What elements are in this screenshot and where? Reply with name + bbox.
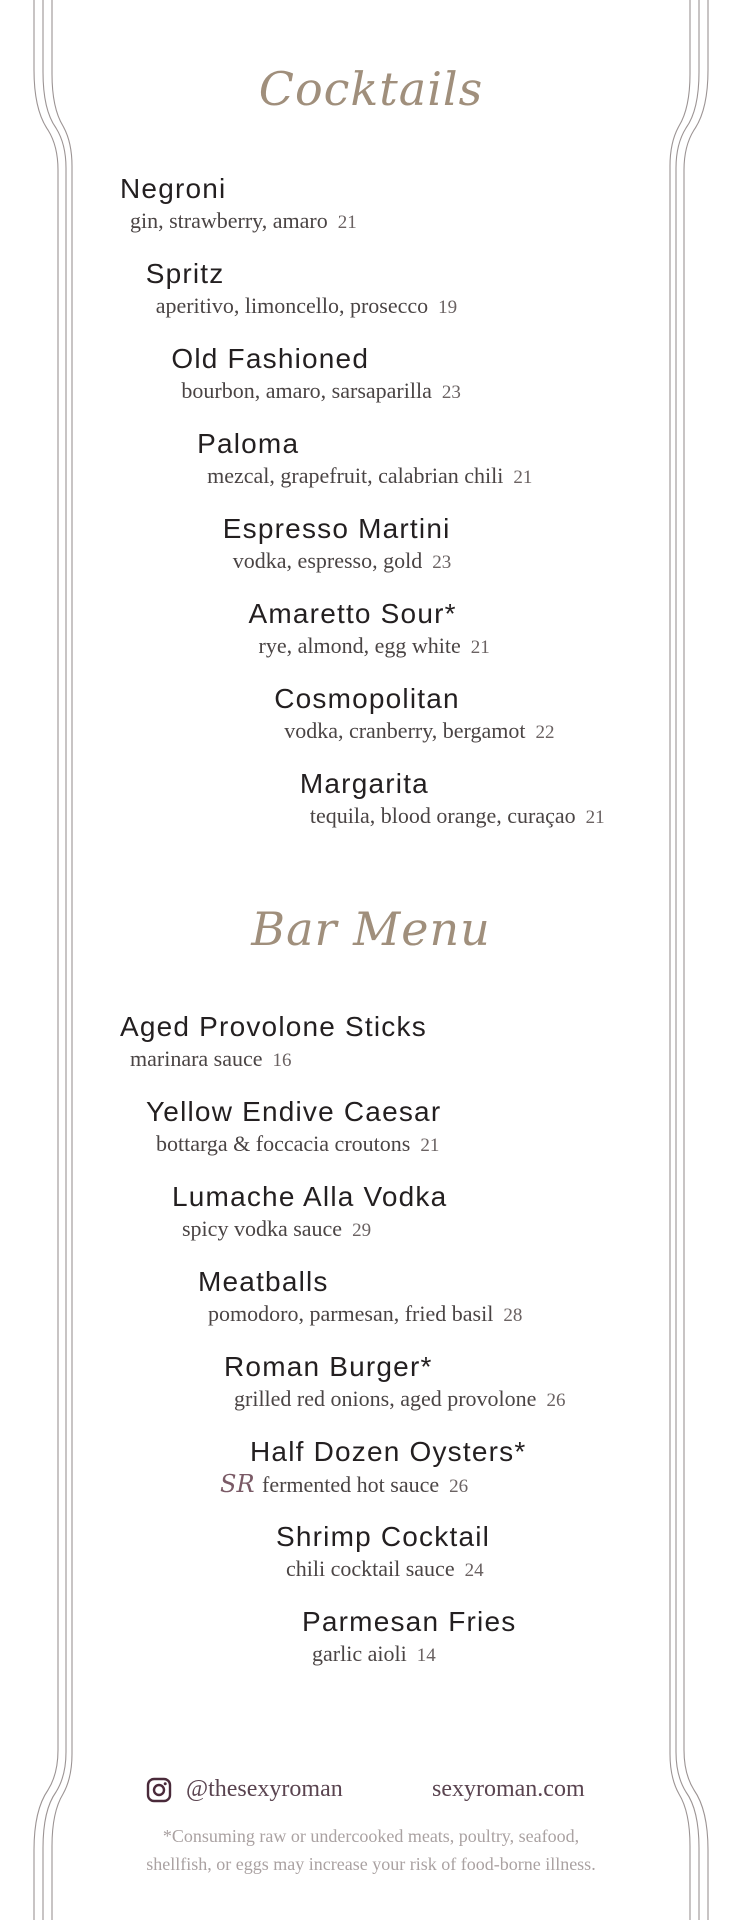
item-name: Margarita bbox=[299, 768, 429, 799]
bar-menu-item bbox=[198, 1265, 522, 1331]
item-price: 21 bbox=[513, 467, 533, 488]
item-description-row bbox=[156, 291, 457, 323]
item-price: 23 bbox=[441, 382, 461, 403]
bar-menu-item bbox=[172, 1180, 447, 1246]
item-description: spicy vodka sauce bbox=[182, 1216, 343, 1241]
item-price: 14 bbox=[416, 1645, 436, 1666]
item-name: Paloma bbox=[197, 428, 300, 459]
item-description-row bbox=[130, 206, 357, 238]
item-name: Old Fashioned bbox=[171, 343, 370, 374]
item-price: 21 bbox=[337, 212, 357, 233]
item-name: Roman Burger* bbox=[224, 1351, 433, 1382]
item-description: marinara sauce bbox=[130, 1046, 263, 1071]
disclaimer-line-2: shellfish, or eggs may increase your risk of food-borne illness. bbox=[146, 1854, 596, 1874]
item-description: tequila, blood orange, curaçao bbox=[309, 803, 576, 828]
monogram-logo: SR bbox=[220, 1470, 255, 1498]
instagram-handle: @thesexyroman bbox=[186, 1776, 343, 1802]
item-price: 26 bbox=[546, 1390, 566, 1411]
item-name: Shrimp Cocktail bbox=[276, 1521, 491, 1552]
item-description-row bbox=[286, 1554, 490, 1586]
item-name: Half Dozen Oysters* bbox=[250, 1436, 527, 1467]
item-description-row bbox=[130, 1044, 427, 1076]
item-price: 24 bbox=[464, 1560, 484, 1581]
bar-menu-item bbox=[302, 1605, 516, 1671]
cocktail-item bbox=[249, 597, 490, 663]
instagram-link[interactable] bbox=[146, 1776, 343, 1803]
item-description: grilled red onions, aged provolone bbox=[234, 1386, 537, 1411]
item-description: pomodoro, parmesan, fried basil bbox=[208, 1301, 494, 1326]
item-price: 19 bbox=[438, 297, 458, 318]
item-price: 21 bbox=[420, 1135, 440, 1156]
item-description-row bbox=[234, 1384, 565, 1416]
item-description: vodka, espresso, gold bbox=[232, 548, 423, 573]
bar-menu-item bbox=[146, 1095, 441, 1161]
item-name: Aged Provolone Sticks bbox=[120, 1011, 427, 1042]
item-description-row bbox=[312, 1639, 516, 1671]
item-description-row bbox=[181, 376, 460, 408]
website-link[interactable]: sexyroman.com bbox=[432, 1776, 585, 1802]
bar-menu-item bbox=[224, 1350, 565, 1416]
item-description-row bbox=[259, 631, 490, 663]
cocktail-item bbox=[300, 767, 605, 833]
item-description: vodka, cranberry, bergamot bbox=[284, 718, 526, 743]
item-name: Espresso Martini bbox=[222, 513, 451, 544]
bar-menu-title: Bar Menu bbox=[251, 902, 491, 956]
item-price: 16 bbox=[272, 1050, 292, 1071]
item-name: Lumache Alla Vodka bbox=[172, 1181, 448, 1212]
instagram-icon bbox=[146, 1777, 172, 1803]
item-description: rye, almond, egg white bbox=[258, 633, 461, 658]
item-name: Spritz bbox=[145, 258, 225, 289]
cocktail-item bbox=[146, 257, 457, 323]
item-price: 22 bbox=[535, 722, 555, 743]
item-price: 28 bbox=[503, 1305, 523, 1326]
item-description: bottarga & foccacia croutons bbox=[156, 1131, 411, 1156]
item-description: garlic aioli bbox=[312, 1641, 407, 1666]
item-price: 26 bbox=[449, 1476, 469, 1497]
cocktail-item bbox=[223, 512, 451, 578]
item-price: 23 bbox=[432, 552, 452, 573]
bar-menu-item bbox=[120, 1010, 427, 1076]
item-description-row bbox=[233, 546, 451, 578]
item-description: fermented hot sauce bbox=[262, 1472, 440, 1497]
item-description: mezcal, grapefruit, calabrian chili bbox=[207, 463, 504, 488]
item-name: Parmesan Fries bbox=[302, 1606, 517, 1637]
item-name: Meatballs bbox=[198, 1266, 329, 1297]
cocktail-item bbox=[120, 172, 357, 238]
item-name: Cosmopolitan bbox=[274, 683, 460, 714]
item-description: gin, strawberry, amaro bbox=[130, 208, 328, 233]
item-price: 29 bbox=[352, 1220, 372, 1241]
health-disclaimer bbox=[0, 1822, 742, 1878]
cocktail-item bbox=[197, 427, 532, 493]
item-name: Yellow Endive Caesar bbox=[146, 1096, 442, 1127]
item-price: 21 bbox=[470, 637, 490, 658]
item-description: bourbon, amaro, sarsaparilla bbox=[181, 378, 432, 403]
item-description-row bbox=[207, 461, 532, 493]
cocktail-item bbox=[274, 682, 554, 748]
item-description-row bbox=[284, 716, 554, 748]
item-description: chili cocktail sauce bbox=[286, 1556, 455, 1581]
item-description-row bbox=[208, 1299, 522, 1331]
item-description-row bbox=[182, 1214, 447, 1246]
cocktails-title: Cocktails bbox=[258, 62, 484, 116]
disclaimer-line-1: *Consuming raw or undercooked meats, poultry, seafood, bbox=[162, 1826, 580, 1846]
item-description-row bbox=[156, 1129, 441, 1161]
item-price: 21 bbox=[585, 807, 605, 828]
cocktail-item bbox=[171, 342, 460, 408]
item-name: Amaretto Sour* bbox=[248, 598, 457, 629]
item-description-row bbox=[220, 1469, 526, 1502]
bar-menu-item bbox=[220, 1435, 527, 1502]
item-description: aperitivo, limoncello, prosecco bbox=[155, 293, 429, 318]
item-name: Negroni bbox=[120, 173, 227, 204]
item-description-row bbox=[310, 801, 605, 833]
bar-menu-item bbox=[276, 1520, 490, 1586]
